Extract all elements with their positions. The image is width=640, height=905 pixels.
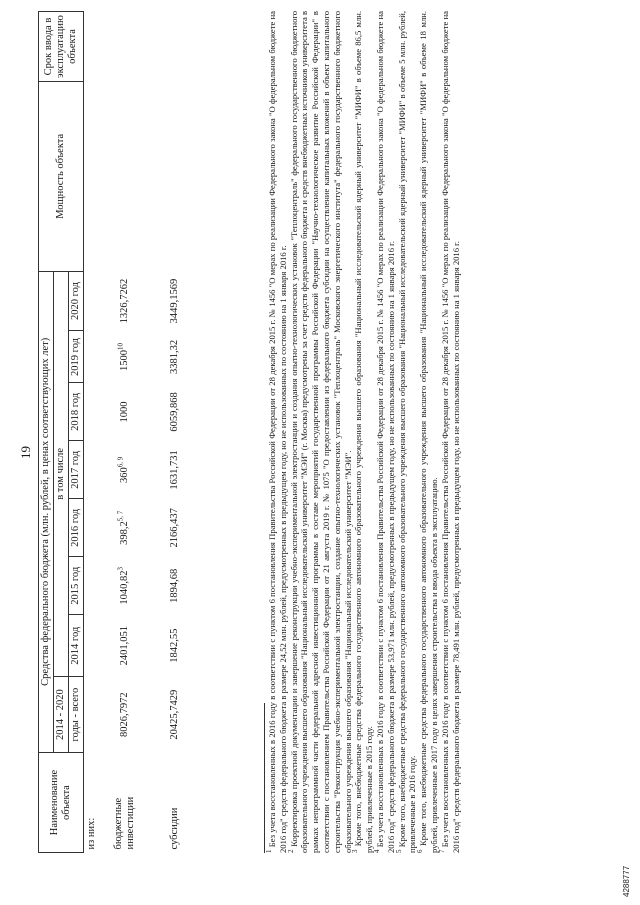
cell-2016: 398,2$^{5, 7}$	[116, 510, 130, 545]
footnote: $^6$ Кроме того, внебюджетные средства федерального государственного автономного образовательного учреждения высшего образования "Национальный исследовательский ядерный университет "МИФИ" в объеме 18 млн. рублей, привлеченные в 2017 году в целях завершения строительства и ввода объекта в эксплуатацию.	[416, 11, 439, 853]
cell-deadline	[100, 12, 150, 82]
footnote-ref: 3	[116, 566, 125, 571]
footnote: $^3$ Кроме того, внебюджетные средства федерального государственного автономного образовательного учреждения высшего образования "Национальный исследовательский ядерный университет "МИФИ" в объеме 86,5 млн. рублей, привлеченные в 2015 году.	[351, 11, 375, 853]
cell-capacity	[150, 82, 200, 272]
period-header: 2014 - 2020	[54, 677, 69, 753]
header-row-1	[39, 12, 54, 853]
cell-2017: 360$^{6, 9}$	[116, 456, 130, 484]
row-name: субсидии	[169, 807, 180, 850]
cell-total: 8026,7972	[119, 692, 130, 737]
footnote: $^2$ Корректировка проектной документации и завершение реконструкции учебно-экспериментальной электростанции и создания опытно-технологических установок "Теплоцентраль" федерального государственного бюджетного образовательного учреждения высшего образования "Национальный исследовательский университет "МЭИ" (г. Москва) предусмотрены за счет средств федерального бюджета и средств внебюджетных источников университета в рамках непрограммной части федеральной адресной инвестиционной программы в составе мероприятий государственной программы Российской Федерации "Научно-технологическое развитие Российской Федерации" в соответствии с постановлением Правительства Российской Федерации от 21 августа 2019 г. № 1075 "О предоставлении из федерального бюджета субсидии на осуществление капитальных вложений в объект капитального строительства "Реконструкция учебно-экспериментальной электростанции, создание опытно-технологических установок "Теплоцентраль" Московского энергетического института" федерального государственного бюджетного образовательного учреждения высшего образования "Национальный исследовательский университет "МЭИ".	[286, 11, 353, 853]
of-them-label: из них:	[86, 817, 97, 850]
budget-column-header: Средства федерального бюджета (млн. рублей, в ценах соответствующих лет)	[39, 271, 54, 753]
cell-2016: 2166,437	[169, 508, 180, 548]
cell-2015: 1040,82$^3$	[116, 566, 130, 605]
year-header: 2015 год	[69, 557, 84, 615]
cell-2014: 2401,051	[119, 626, 130, 666]
cell-2015: 1894,68	[169, 568, 180, 603]
cell-deadline	[150, 12, 200, 82]
table-row	[150, 12, 200, 853]
year-header: 2016 год	[69, 499, 84, 557]
footnotes	[264, 11, 461, 853]
budget-table	[38, 11, 200, 853]
of-them-row	[84, 12, 101, 853]
cell-2019: 1500$^{10}$	[116, 342, 130, 371]
row-name: бюджетные инвестиции	[113, 796, 136, 850]
footnote-divider	[264, 703, 265, 853]
year-header: 2019 год	[69, 331, 84, 383]
cell-capacity	[100, 82, 150, 272]
table-row	[100, 12, 150, 853]
footnote-ref: 10	[116, 342, 125, 350]
cell-2018: 1000	[119, 401, 130, 423]
cell-2017: 1631,731	[169, 450, 180, 490]
footnote-ref: 5, 7	[116, 510, 125, 522]
cell-2014: 1842,55	[169, 628, 180, 663]
footnote: $^7$ Без учета восстановленных в 2016 году в соответствии с пунктом 6 постановления Правительства Российской Федерации от 28 декабря 2015 г. № 1456 "О мерах по реализации Федерального закона "О федеральном бюджете на 2016 год" средств федерального бюджета в размере 78,491 млн. рублей, предусмотренных в предыдущем году, но не использованных по состоянию на 1 января 2016 г.	[437, 11, 461, 853]
year-header: 2018 год	[69, 383, 84, 441]
footnote: $^4$ Без учета восстановленных в 2016 году в соответствии с пунктом 6 постановления Правительства Российской Федерации от 28 декабря 2015 г. № 1456 "О мерах по реализации Федерального закона "О федеральном бюджете на 2016 год" средств федерального бюджета в размере 53,971 млн. рублей, предусмотренных в предыдущем году, но не использованных по состоянию на 1 января 2016 г.	[373, 11, 396, 853]
capacity-column-header: Мощность объекта	[39, 82, 84, 272]
year-header: 2017 год	[69, 441, 84, 499]
footnote: $^1$ Без учета восстановленных в 2016 году в соответствии с пунктом 6 постановления Правительства Российской Федерации от 28 декабря 2015 г. № 1456 "О мерах по реализации Федерального закона "О федеральном бюджете на 2016 год" средств федерального бюджета в размере 24,52 млн. рублей, предусмотренных в предыдущем году, но не использованных по состоянию на 1 января 2016 г.	[265, 11, 288, 853]
in-that-number-header: в том числе	[54, 271, 69, 677]
year-header: 2020 год	[69, 271, 84, 331]
document-number: 4288777	[622, 865, 631, 897]
footnote-ref: 6, 9	[116, 456, 125, 468]
cell-2018: 6059,868	[169, 392, 180, 432]
deadline-column-header: Срок ввода в эксплуатацию объекта	[39, 12, 84, 82]
cell-total: 20425,7429	[169, 689, 180, 740]
page-number: 19	[18, 446, 33, 459]
cell-2020: 3449,1569	[169, 278, 180, 324]
cell-2019: 3381,32	[169, 339, 180, 375]
cell-2020: 1326,7262	[119, 278, 130, 324]
footnote: $^5$ Кроме того, внебюджетные средства федерального государственного автономного образовательного учреждения высшего образования "Национальный исследовательский ядерный университет "МИФИ" в объеме 5 млн. рублей, привлеченные в 2016 году.	[394, 11, 418, 853]
name-column-header: Наименование объекта	[39, 753, 84, 853]
total-header: годы - всего	[69, 677, 84, 753]
year-header: 2014 год	[69, 615, 84, 677]
